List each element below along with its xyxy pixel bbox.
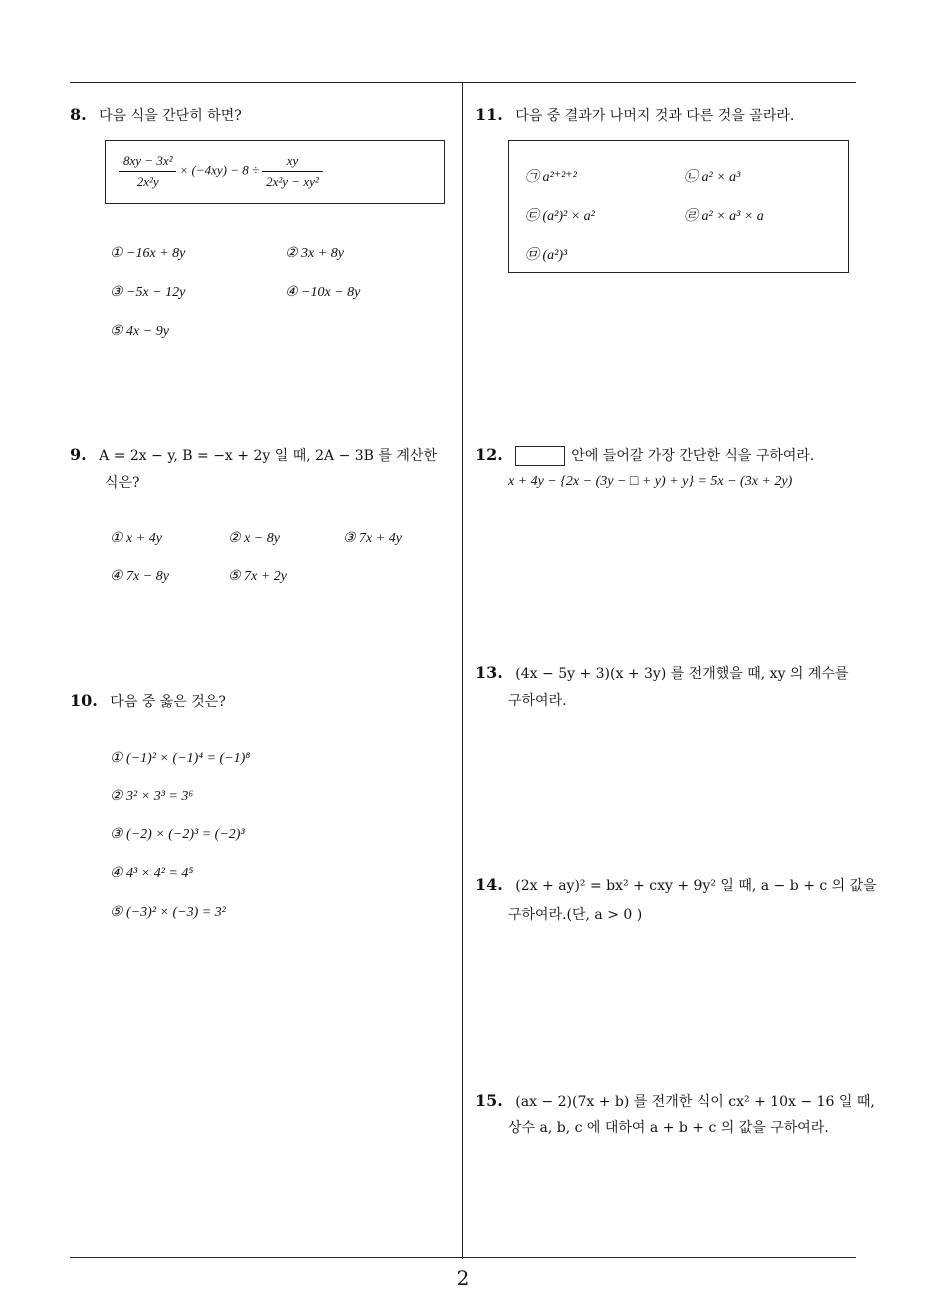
- question-8-number: 8.: [70, 105, 87, 124]
- q9-option-5[interactable]: ⑤ 7x + 2y: [228, 569, 287, 584]
- column-divider: [462, 82, 463, 1259]
- question-9: [70, 442, 460, 469]
- q8-option-2[interactable]: ② 3x + 8y: [285, 246, 344, 261]
- question-13-line-2: 구하여라.: [508, 693, 567, 709]
- q10-option-1[interactable]: ① (−1)² × (−1)⁴ = (−1)⁸: [110, 751, 251, 766]
- q10-option-3[interactable]: ③ (−2) × (−2)³ = (−2)³: [110, 827, 245, 842]
- q11-item-2[interactable]: ㉡ a² × a³: [684, 170, 741, 185]
- question-14-line-1: (2x + ay)² = bx² + cxy + 9y² 일 때, a − b + c 의 값을: [515, 878, 877, 894]
- q8-option-4[interactable]: ④ −10x − 8y: [285, 285, 361, 300]
- q8-option-5[interactable]: ⑤ 4x − 9y: [110, 324, 169, 339]
- question-8-text: 다음 식을 간단히 하면?: [99, 108, 242, 124]
- q9-option-1[interactable]: ① x + 4y: [110, 531, 162, 546]
- question-9-number: 9.: [70, 445, 87, 464]
- question-15-line-2: 상수 a, b, c 에 대하여 a + b + c 의 값을 구하여라.: [508, 1120, 829, 1136]
- question-12-line-2: x + 4y − {2x − (3y − □ + y) + y} = 5x − (3x + 2y): [508, 474, 793, 489]
- q9-option-3[interactable]: ③ 7x + 4y: [343, 531, 402, 546]
- question-9-line-2: 식은?: [105, 475, 140, 491]
- question-11-text: 다음 중 결과가 나머지 것과 다른 것을 골라라.: [515, 108, 795, 124]
- question-14-number: 14.: [475, 875, 503, 894]
- question-14: [475, 872, 877, 899]
- question-13-number: 13.: [475, 663, 503, 682]
- q9-option-2[interactable]: ② x − 8y: [228, 531, 280, 546]
- question-11-number: 11.: [475, 105, 503, 124]
- question-8: [70, 102, 242, 129]
- fraction-2: $\frac{xy}{\text{2x²y − xy²}}$: [262, 151, 323, 192]
- q10-option-5[interactable]: ⑤ (−3)² × (−3) = 3²: [110, 905, 226, 920]
- q11-item-1[interactable]: ㉠ a²⁺²⁺²: [525, 170, 577, 185]
- question-12-line-1: 안에 들어갈 가장 간단한 식을 구하여라.: [571, 448, 815, 464]
- top-rule: [70, 82, 856, 83]
- fraction-1: $\frac{\text{8xy − 3x²}}{\text{2x²y}}$: [119, 151, 176, 192]
- bottom-rule: [70, 1257, 856, 1258]
- question-12: [475, 442, 814, 469]
- q11-item-5[interactable]: ㉤ (a²)³: [525, 248, 568, 263]
- question-11: [475, 102, 794, 129]
- question-12-number: 12.: [475, 445, 503, 464]
- q10-option-2[interactable]: ② 3² × 3³ = 3⁶: [110, 789, 194, 804]
- question-8-expression-box: [105, 140, 445, 204]
- answer-blank-box[interactable]: [515, 446, 565, 466]
- q8-option-1[interactable]: ① −16x + 8y: [110, 246, 186, 261]
- q10-option-4[interactable]: ④ 4³ × 4² = 4⁵: [110, 866, 194, 881]
- question-9-line-1: A = 2x − y, B = −x + 2y 일 때, 2A − 3B 를 계산한: [99, 448, 437, 464]
- question-10-text: 다음 중 옳은 것은?: [110, 694, 226, 710]
- question-13-line-1: (4x − 5y + 3)(x + 3y) 를 전개했을 때, xy 의 계수를: [515, 666, 849, 682]
- question-14-line-2: 구하여라.(단, a > 0 ): [508, 907, 643, 923]
- question-10-number: 10.: [70, 691, 98, 710]
- question-15-line-1: (ax − 2)(7x + b) 를 전개한 식이 cx² + 10x − 16 일 때,: [515, 1094, 875, 1110]
- question-15: [475, 1088, 875, 1115]
- q9-option-4[interactable]: ④ 7x − 8y: [110, 569, 169, 584]
- q8-option-3[interactable]: ③ −5x − 12y: [110, 285, 186, 300]
- page-number: 2: [456, 1266, 470, 1290]
- question-13: [475, 660, 848, 687]
- question-8-expression: $\frac{\text{8xy − 3x²}}{\text{2x²y}}$ × (−4xy) − 8 ÷ $\frac{xy}{\text{2x²y − xy²}}$: [116, 151, 326, 192]
- question-10: [70, 688, 226, 715]
- q11-item-3[interactable]: ㉢ (a²)² × a²: [525, 209, 595, 224]
- question-15-number: 15.: [475, 1091, 503, 1110]
- q11-item-4[interactable]: ㉣ a² × a³ × a: [684, 209, 764, 224]
